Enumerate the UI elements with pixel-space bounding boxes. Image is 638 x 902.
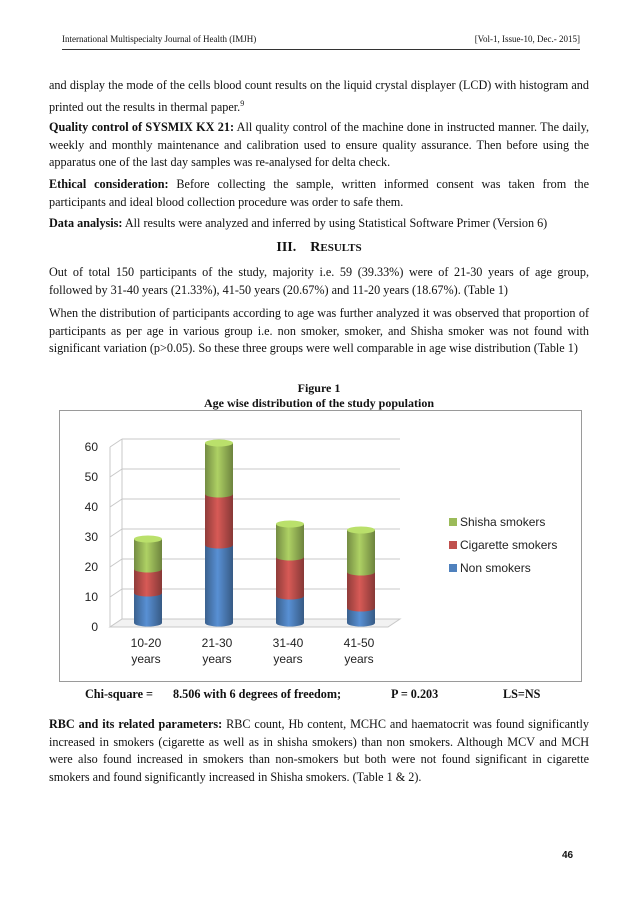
bar-segment-non-smokers <box>205 545 233 627</box>
gridline-connector <box>110 589 122 597</box>
journal-name: International Multispecialty Journal of Health (IMJH) <box>62 34 257 44</box>
legend-label: Cigarette smokers <box>460 538 558 552</box>
figure-title: Age wise distribution of the study population <box>203 396 435 410</box>
stacked-bar-chart <box>60 411 581 681</box>
rbc-label: RBC and its related parameters: <box>49 717 223 731</box>
degrees-of-freedom: 8.506 with 6 degrees of freedom; <box>173 687 342 701</box>
running-header <box>62 34 580 44</box>
results-paragraph-2: When the distribution of participants according to age was further analyzed it was observed that proportion of participants as per age in various group i.e. non smoker, smoker, and Shisha smoker was not found with significant variation (p>0.05). So these three groups were well comparable in age wise distribution (Table 1) <box>49 306 589 355</box>
y-tick-label: 20 <box>84 560 98 574</box>
bar-top-cap <box>205 440 233 447</box>
chi-square-label: Chi-square = <box>85 687 154 701</box>
y-tick-label: 10 <box>84 590 98 604</box>
gridline-connector <box>110 469 122 477</box>
page-number: 46 <box>562 850 574 861</box>
legend-swatch <box>449 518 457 526</box>
results-paragraph-1: Out of total 150 participants of the study, majority i.e. 59 (39.33%) were of 21-30 years of age group, followed by 31-40 years (21.33%), 41-50 years (20.67%) and 11-20 years (18.67%). (Table 1) <box>49 265 589 297</box>
legend-swatch <box>449 541 457 549</box>
y-tick-label: 40 <box>84 500 98 514</box>
p-value: P = 0.203 <box>391 687 439 701</box>
paragraph-display-mode: and display the mode of the cells blood count results on the liquid crystal displayer (LCD) with histogram and printed out the results in thermal paper.$^9$ <box>49 78 589 114</box>
x-tick-label: 21-30 <box>201 636 233 650</box>
bar-segment-non-smokers <box>276 596 304 627</box>
bar-segment-shisha-smokers <box>205 443 233 498</box>
significance: LS=NS <box>503 687 541 701</box>
bar-segment-shisha-smokers <box>347 530 375 576</box>
bar-segment-cigarette-smokers <box>347 572 375 612</box>
section-title: RESULTS <box>310 240 362 255</box>
paragraph-quality-control: Quality control of SYSMIX KX 21: All quality control of the machine done in instructed manner. The daily, weekly and monthly maintenance and calibration used to ensure quality assurance. Then before using the apparatus one of the last day samples was re-analysed for delta check. <box>49 120 589 169</box>
paragraph-ethical: Ethical consideration: Before collecting the sample, written informed consent was taken from the participants and ideal blood collection procedure was order to safe them. <box>49 177 589 209</box>
x-tick-label: years <box>273 652 303 666</box>
y-tick-label: 0 <box>91 620 98 634</box>
bar-top-cap <box>276 521 304 528</box>
gridline-connector <box>110 529 122 537</box>
x-tick-label: years <box>202 652 232 666</box>
gridline-connector <box>110 499 122 507</box>
x-tick-label: 31-40 <box>272 636 304 650</box>
bar-segment-non-smokers <box>134 593 162 627</box>
y-tick-label: 50 <box>84 470 98 484</box>
issue-info: [Vol-1, Issue-10, Dec.- 2015] <box>474 34 580 44</box>
paragraph-rbc: RBC and its related parameters: RBC count, Hb content, MCHC and haematocrit was found significantly increased in smokers (cigarette as well as in shisha smokers) than non smokers. Although MCV and MCH were also found increased in smokers than non-smokers but both were not found significant in cigarette smokers and found significantly increased in Shisha smokers. (Table 1 & 2). <box>49 717 590 784</box>
citation-ref: 9 <box>240 98 245 108</box>
header-rule <box>62 49 580 50</box>
data-analysis-label: Data analysis: <box>49 216 123 230</box>
paragraph-data-analysis: Data analysis: All results were analyzed and inferred by using Statistical Software Primer (Version 6) <box>49 216 548 230</box>
bar-segment-shisha-smokers <box>276 524 304 561</box>
x-tick-label: years <box>344 652 374 666</box>
x-tick-label: 41-50 <box>343 636 375 650</box>
ethic-label: Ethical consideration: <box>49 177 169 191</box>
y-tick-label: 60 <box>84 440 98 454</box>
y-tick-label: 30 <box>84 530 98 544</box>
bar-top-cap <box>347 527 375 534</box>
qc-label: Quality control of SYSMIX KX 21: <box>49 120 234 134</box>
bar-segment-cigarette-smokers <box>205 494 233 549</box>
bar-segment-shisha-smokers <box>134 539 162 573</box>
legend-swatch <box>449 564 457 572</box>
gridline-connector <box>110 559 122 567</box>
legend-label: Shisha smokers <box>460 515 546 529</box>
bar-segment-cigarette-smokers <box>276 557 304 600</box>
bar-top-cap <box>134 536 162 543</box>
figure-label: Figure 1 <box>297 381 341 395</box>
bar-segment-cigarette-smokers <box>134 569 162 597</box>
legend-label: Non smokers <box>460 561 531 575</box>
x-tick-label: 10-20 <box>130 636 162 650</box>
x-tick-label: years <box>131 652 161 666</box>
section-number: III. <box>276 240 297 255</box>
chart-frame <box>59 410 582 682</box>
section-heading-results <box>0 240 638 256</box>
gridline-connector <box>110 439 122 447</box>
